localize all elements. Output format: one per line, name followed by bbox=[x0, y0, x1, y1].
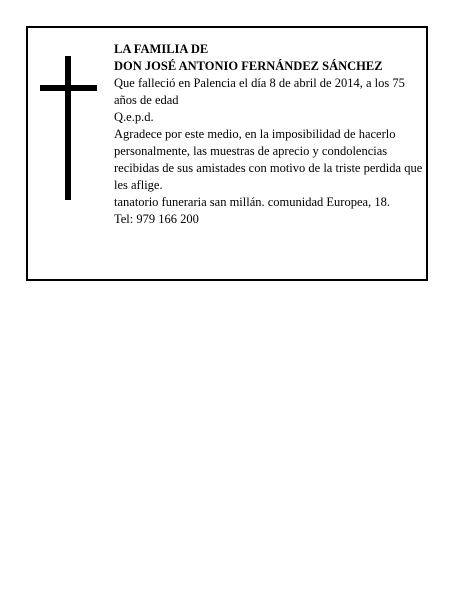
gratitude-message: Agradece por este medio, en la imposibilidad de hacerlo personalmente, las muestras de aprecio y condolencias recibidas de sus amistades con motivo de la triste perdida que les aflige. bbox=[114, 127, 423, 192]
obituary-notice bbox=[26, 26, 428, 281]
funeral-home-address: tanatorio funeraria san millán. comunidad Europea, 18. bbox=[114, 195, 390, 209]
latin-cross-icon bbox=[40, 56, 97, 200]
death-statement: Que falleció en Palencia el día 8 de abril de 2014, a los 75 años de edad bbox=[114, 76, 405, 107]
cross-horizontal-bar bbox=[40, 85, 97, 91]
rip-abbreviation: Q.e.p.d. bbox=[114, 110, 154, 124]
phone-number: Tel: 979 166 200 bbox=[114, 212, 199, 226]
notice-text-block bbox=[114, 41, 424, 228]
cross-vertical-bar bbox=[65, 56, 71, 200]
family-heading: LA FAMILIA DE bbox=[114, 42, 209, 56]
deceased-name: DON JOSÉ ANTONIO FERNÁNDEZ SÁNCHEZ bbox=[114, 59, 383, 73]
